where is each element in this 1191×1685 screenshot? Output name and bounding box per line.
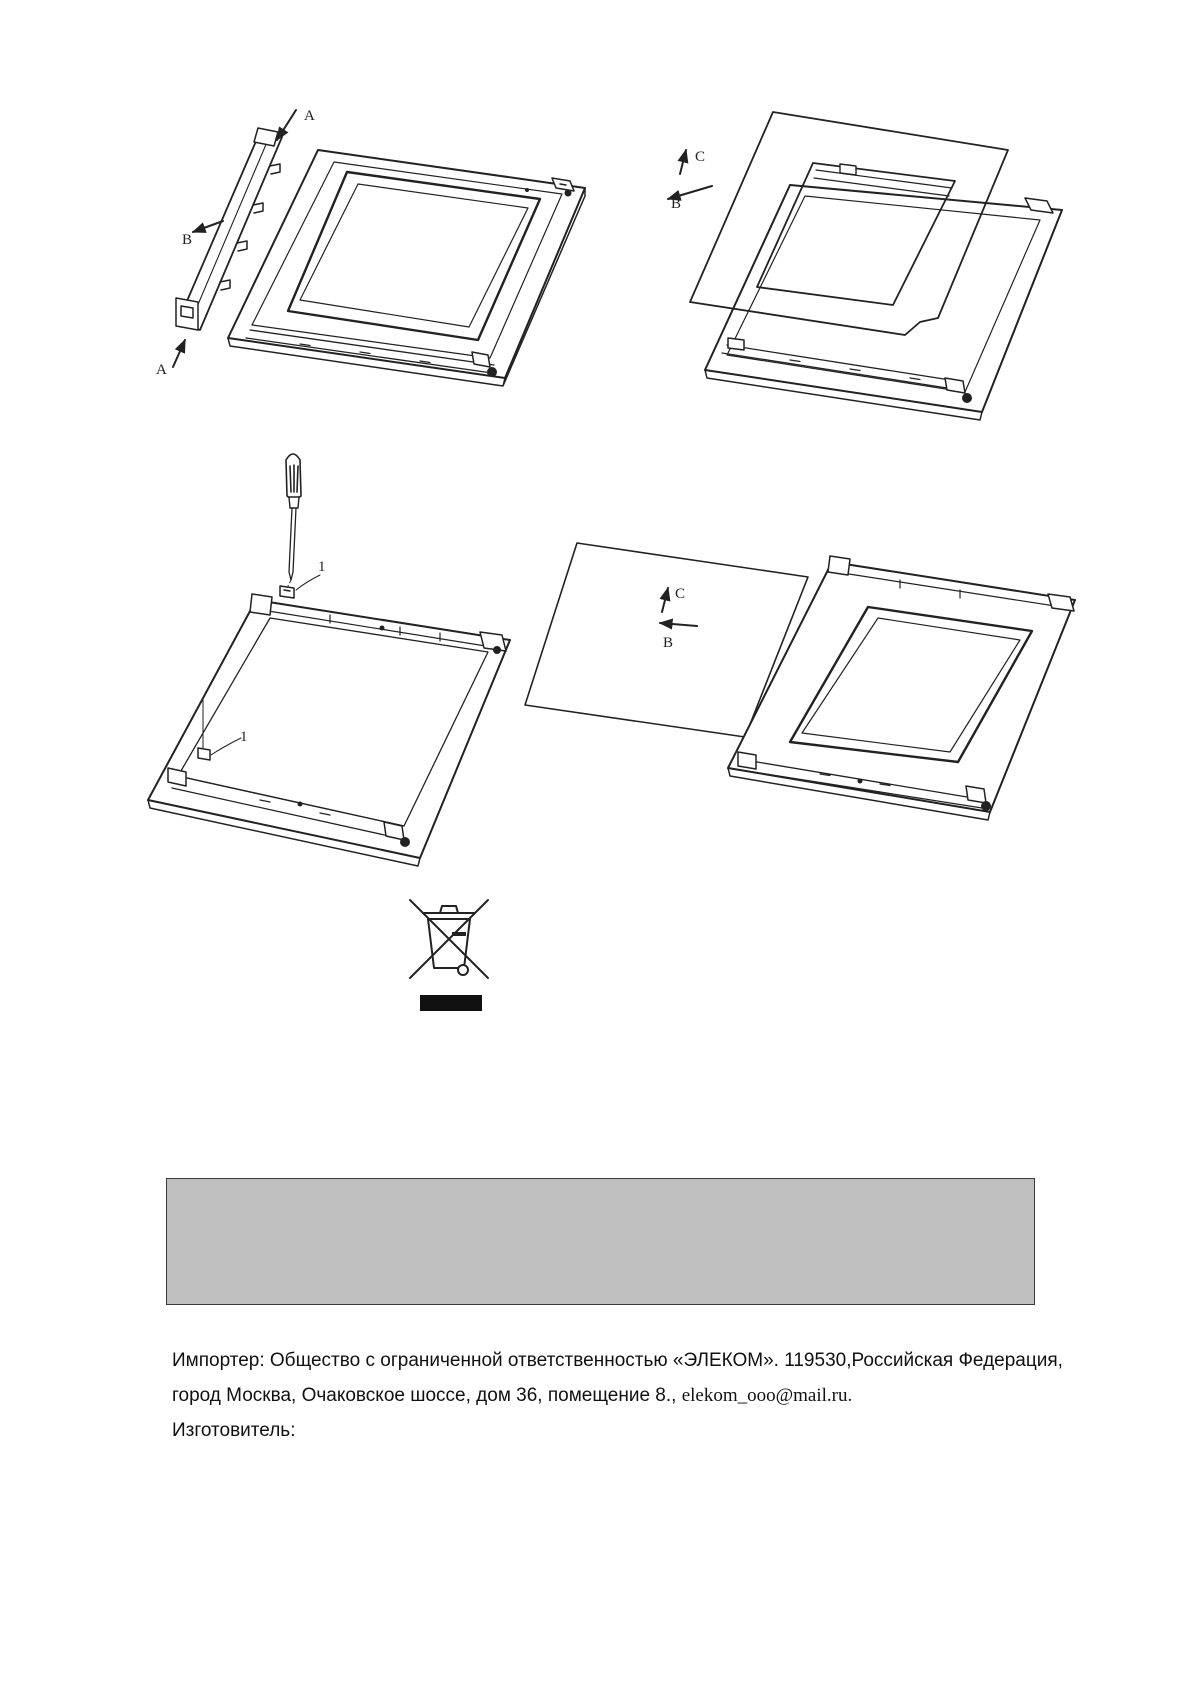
screwdriver-ferrule	[289, 497, 299, 508]
clip-top	[280, 586, 294, 598]
figure-glass-removal	[525, 543, 1075, 820]
door-bottom-hinge	[945, 378, 965, 393]
door-bottom-hinge	[472, 352, 490, 367]
door-bottom-hinge-pin	[487, 367, 497, 377]
door-hinge-bottom-left	[168, 768, 186, 786]
top-bar-end-cap-bottom	[176, 298, 198, 330]
figure-frame-bar-removal	[156, 108, 585, 386]
manufacturer-label: Изготовитель:	[172, 1420, 296, 1441]
door-screw	[525, 188, 529, 192]
figure-inner-frame-removal	[668, 112, 1062, 420]
door-corner-clip	[728, 338, 744, 350]
screwdriver-shaft	[289, 508, 296, 580]
label-arrow-b: B	[671, 196, 682, 212]
importer-line-2	[172, 1378, 1172, 1413]
label-arrow-a-bottom: A	[156, 362, 167, 378]
door-hinge-top-left	[828, 556, 850, 575]
weee-black-bar	[420, 995, 482, 1011]
hinge-pin-top-right	[493, 646, 501, 654]
importer-email: elekom_ooo@mail.ru.	[681, 1385, 853, 1406]
arrow-a-bottom	[173, 340, 185, 367]
bin-body	[428, 919, 470, 968]
label-arrow-c: C	[675, 586, 686, 602]
label-clip-top: 1	[318, 559, 326, 575]
door-bottom-hinge-pin	[962, 393, 972, 403]
label-arrow-a-top: A	[304, 108, 315, 124]
door-hinge-top-left	[250, 594, 272, 615]
door-hinge-bottom-left	[738, 752, 756, 769]
door-hinge-bottom-right	[966, 786, 986, 803]
rail-screw	[858, 779, 863, 784]
rail-screw	[380, 626, 385, 631]
clip-bottom	[198, 748, 210, 760]
screwdriver-handle	[286, 454, 301, 499]
screwdriver-guide-line	[288, 580, 291, 586]
hinge-pin-bottom-right	[981, 801, 991, 811]
rail-screw	[298, 802, 303, 807]
label-arrow-c: C	[695, 149, 706, 165]
door-top-hinge-pin	[565, 190, 572, 197]
door-hinge-top-right	[480, 632, 506, 651]
leader-clip-top	[296, 575, 320, 590]
label-arrow-b: B	[663, 635, 674, 651]
crossed-out-wheelie-bin-icon	[410, 900, 488, 1011]
door-hinge-top-right	[1048, 594, 1074, 611]
bin-wheel	[458, 965, 468, 975]
figure-hinge-clip-removal	[148, 454, 510, 866]
importer-address: город Москва, Очаковское шоссе, дом 36, помещение 8.,	[172, 1385, 677, 1406]
label-arrow-b: B	[182, 232, 193, 248]
importer-info	[172, 1343, 1172, 1448]
importer-line-1: Импортер: Общество с ограниченной ответственностью «ЭЛЕКОМ». 119530,Российская Федерация,	[172, 1350, 1063, 1371]
arrow-a-top	[277, 110, 296, 140]
gray-notice-box	[166, 1178, 1035, 1305]
bin-lid	[424, 906, 474, 913]
hinge-pin-bottom-right	[400, 837, 410, 847]
arrow-c	[680, 150, 686, 174]
label-clip-bottom: 1	[240, 729, 248, 745]
visible-clip	[840, 164, 856, 175]
top-bar-end-cap-top	[254, 128, 278, 146]
